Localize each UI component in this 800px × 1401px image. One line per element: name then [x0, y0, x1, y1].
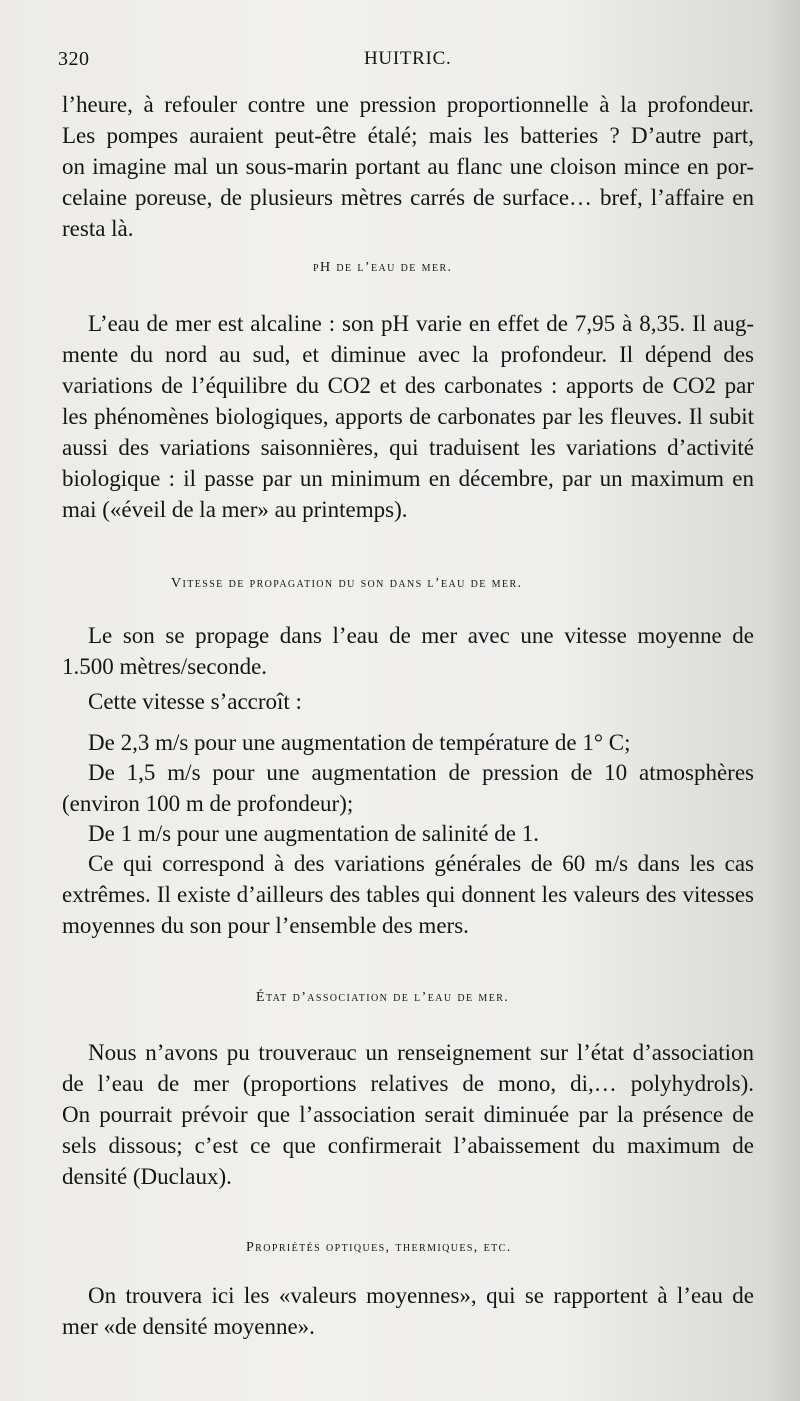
association-line-3: On pourrait prévoir que l’association serait diminuée par la présence de: [62, 1102, 754, 1127]
intro-line-3: on imagine mal un sous-marin portant au flanc une cloison mince en por-: [62, 154, 754, 179]
optics-heading: Propriétés optiques, thermiques, etc.: [246, 1240, 512, 1255]
association-line-4: sels dissous; c’est ce que confirmerait l’abaissement du maximum de: [62, 1133, 754, 1158]
sound-line-1: Le son se propage dans l’eau de mer avec une vitesse moyenne de: [88, 623, 754, 648]
ph-line-3: variations de l’équilibre du CO2 et des carbonates : apports de CO2 par: [62, 373, 754, 398]
ph-line-4: les phénomènes biologiques, apports de carbonates par les fleuves. Il subit: [62, 404, 754, 429]
sound-line-2: 1.500 mètres/seconde.: [62, 654, 268, 679]
association-line-1: Nous n’avons pu trouverauc un renseignement sur l’état d’association: [88, 1040, 754, 1065]
intro-line-4: celaine poreuse, de plusieurs mètres carrés de surface… bref, l’affaire en: [62, 185, 754, 210]
association-line-2: de l’eau de mer (proportions relatives de mono, di,… polyhydrols).: [62, 1071, 754, 1096]
ph-line-2: mente du nord au sud, et diminue avec la profondeur. Il dépend des: [62, 342, 754, 367]
sound-line-4: De 2,3 m/s pour une augmentation de température de 1° C;: [88, 730, 631, 755]
sound-line-10: moyennes du son pour l’ensemble des mers.: [62, 913, 469, 938]
intro-line-1: l’heure, à refouler contre une pression proportionnelle à la profondeur.: [62, 92, 754, 117]
ph-line-1: L’eau de mer est alcaline : son pH varie en effet de 7,95 à 8,35. Il aug-: [88, 311, 754, 336]
sound-line-9: extrêmes. Il existe d’ailleurs des tables qui donnent les valeurs des vitesses: [62, 882, 754, 907]
ph-line-6: biologique : il passe par un minimum en décembre, par un maximum en: [62, 466, 754, 491]
association-heading: État d’association de l’eau de mer.: [256, 990, 510, 1005]
sound-heading: Vitesse de propagation du son dans l’eau de mer.: [171, 576, 523, 591]
ph-heading: pH de l’eau de mer.: [313, 260, 453, 275]
intro-line-5: resta là.: [62, 216, 134, 241]
ph-line-7: mai («éveil de la mer» au printemps).: [62, 497, 408, 522]
optics-line-1: On trouvera ici les «valeurs moyennes», qui se rapportent à l’eau de: [88, 1283, 754, 1308]
optics-line-2: mer «de densité moyenne».: [62, 1314, 315, 1339]
ph-line-5: aussi des variations saisonnières, qui traduisent les variations d’activité: [62, 435, 754, 460]
sound-line-5: De 1,5 m/s pour une augmentation de pression de 10 atmosphères: [88, 760, 754, 785]
sound-line-6: (environ 100 m de profondeur);: [62, 791, 354, 816]
running-head: HUITRIC.: [364, 48, 452, 69]
sound-line-3: Cette vitesse s’accroît :: [88, 689, 302, 714]
sound-line-8: Ce qui correspond à des variations générales de 60 m/s dans les cas: [88, 851, 754, 876]
intro-line-2: Les pompes auraient peut-être étalé; mais les batteries ? D’autre part,: [62, 123, 754, 148]
page-number: 320: [58, 48, 90, 70]
sound-line-7: De 1 m/s pour une augmentation de salinité de 1.: [88, 821, 539, 846]
association-line-5: densité (Duclaux).: [62, 1164, 232, 1189]
